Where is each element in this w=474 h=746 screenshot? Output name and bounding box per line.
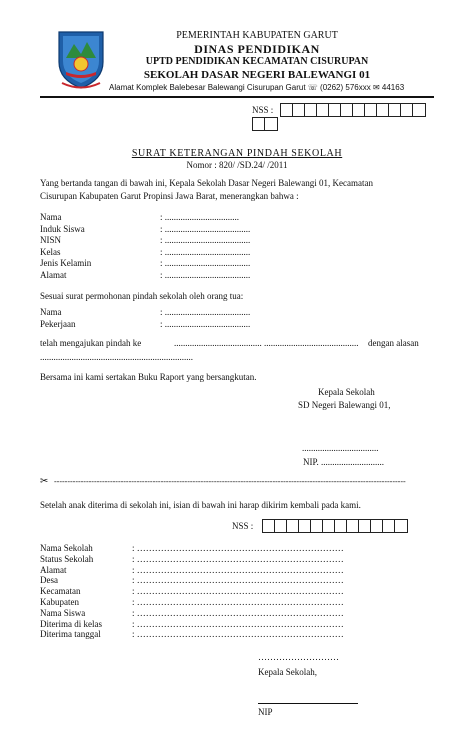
phone-number: (0262) 576xxx: [320, 83, 371, 92]
nss-cell[interactable]: [329, 104, 341, 116]
nss-cell[interactable]: [253, 118, 265, 130]
move-line-b: ....................................... ..........................................: [174, 338, 359, 348]
attach-text: Bersama ini kami sertakan Buku Raport yang bersangkutan.: [40, 372, 257, 382]
return-field-value[interactable]: : ……………………………………………………………: [132, 629, 344, 640]
nss-cell[interactable]: [401, 104, 413, 116]
header-divider: [40, 96, 434, 98]
nss-cell[interactable]: [265, 118, 277, 130]
nss-cell[interactable]: [281, 104, 293, 116]
student-field-label: Alamat: [40, 269, 67, 280]
return-field-value[interactable]: : ……………………………………………………………: [132, 575, 344, 586]
parent-field-label: Nama: [40, 307, 62, 317]
address-text: Alamat Komplek Balebesar Balewangi Cisurupan Garut: [109, 83, 306, 92]
parent-field-value[interactable]: : ......................................: [160, 318, 251, 329]
student-field-label: Jenis Kelamin: [40, 258, 92, 268]
student-field-value[interactable]: : ......................................: [160, 223, 251, 234]
header-address: [109, 83, 404, 92]
nss-cell[interactable]: [395, 520, 407, 532]
move-line-a: telah mengajukan pindah ke: [40, 338, 142, 348]
signature-nip: NIP. ............................: [303, 457, 385, 467]
move-line-2: ....................................................................: [40, 352, 193, 362]
nss-box-top-row-2: [252, 117, 278, 131]
nss-cell[interactable]: [413, 104, 425, 116]
student-field-value[interactable]: : ......................................: [160, 246, 251, 257]
request-text: Sesuai surat permohonan pindah sekolah oleh orang tua:: [40, 291, 244, 301]
student-field-value[interactable]: : ......................................: [160, 235, 251, 245]
nss-box-bottom: [262, 519, 408, 533]
return-field-label: Status Sekolah: [40, 553, 94, 564]
phone-icon: ☏: [307, 83, 318, 92]
move-line-c: dengan alasan: [368, 338, 419, 348]
nss-cell[interactable]: [287, 520, 299, 532]
nss-cell[interactable]: [311, 520, 323, 532]
parent-field-value[interactable]: : ......................................: [160, 307, 251, 317]
student-field-value[interactable]: : ......................................: [160, 258, 251, 268]
nss-label-bottom: NSS :: [232, 521, 254, 531]
student-field-label: Nama: [40, 212, 62, 222]
nss-cell[interactable]: [317, 104, 329, 116]
bottom-sign-nip: NIP: [258, 707, 273, 717]
return-field-value[interactable]: : ……………………………………………………………: [132, 607, 344, 618]
nss-cell[interactable]: [353, 104, 365, 116]
return-field-value[interactable]: : ……………………………………………………………: [132, 553, 344, 564]
nss-cell[interactable]: [293, 104, 305, 116]
scissors-icon: ✂: [40, 476, 49, 487]
return-field-label: Diterima di kelas: [40, 618, 102, 629]
nss-cell[interactable]: [299, 520, 311, 532]
cut-line: ------------------------------------------------------------------------------------------------------------------------------------: [54, 477, 406, 486]
bottom-sign-line: [258, 703, 358, 704]
student-field-value[interactable]: : .................................: [160, 212, 240, 222]
nss-cell[interactable]: [305, 104, 317, 116]
return-field-value[interactable]: : ……………………………………………………………: [132, 564, 344, 575]
mail-icon: ✉: [372, 83, 380, 92]
nss-cell[interactable]: [341, 104, 353, 116]
nss-cell[interactable]: [335, 520, 347, 532]
nss-box-top: [280, 103, 426, 117]
signature-title: Kepala Sekolah: [318, 387, 375, 397]
return-field-label: Kabupaten: [40, 597, 79, 607]
signature-name-dots: ..................................: [302, 443, 379, 453]
return-field-label: Nama Sekolah: [40, 543, 93, 553]
nss-label-top: NSS :: [252, 105, 274, 115]
intro-line-2: Cisurupan Kabupaten Garut Propinsi Jawa Barat, menerangkan bahwa :: [40, 191, 299, 201]
return-field-label: Kecamatan: [40, 586, 81, 597]
nss-cell[interactable]: [365, 104, 377, 116]
nss-cell[interactable]: [371, 520, 383, 532]
header-line-1: PEMERINTAH KABUPATEN GARUT: [176, 30, 338, 41]
header-line-2: DINAS PENDIDIKAN: [194, 42, 320, 56]
return-field-value[interactable]: : ……………………………………………………………: [132, 618, 344, 629]
return-field-label: Nama Siswa: [40, 607, 86, 618]
signature-school: SD Negeri Balewangi 01,: [298, 400, 391, 410]
nss-cell[interactable]: [323, 520, 335, 532]
header-line-4: SEKOLAH DASAR NEGERI BALEWANGI 01: [143, 69, 371, 81]
nss-cell[interactable]: [389, 104, 401, 116]
nss-cell[interactable]: [275, 520, 287, 532]
return-field-label: Diterima tanggal: [40, 629, 101, 640]
return-field-label: Desa: [40, 575, 58, 586]
bottom-sign-title: Kepala Sekolah,: [258, 667, 317, 677]
letter-number: Nomor : 820/ /SD.24/ /2011: [186, 160, 288, 170]
nss-cell[interactable]: [347, 520, 359, 532]
intro-line-1: Yang bertanda tangan di bawah ini, Kepala Sekolah Dasar Negeri Balewangi 01, Kecamatan: [40, 178, 373, 188]
nss-cell[interactable]: [263, 520, 275, 532]
student-field-label: Induk Siswa: [40, 223, 85, 234]
return-text: Setelah anak diterima di sekolah ini, isian di bawah ini harap dikirim kembali pada kami.: [40, 500, 361, 510]
return-field-value[interactable]: : ……………………………………………………………: [132, 586, 344, 597]
nss-cell[interactable]: [383, 520, 395, 532]
nss-cell[interactable]: [359, 520, 371, 532]
student-field-label: Kelas: [40, 246, 61, 257]
nss-cell[interactable]: [377, 104, 389, 116]
postcode: 44163: [381, 83, 405, 92]
parent-field-label: Pekerjaan: [40, 318, 76, 329]
return-field-label: Alamat: [40, 564, 67, 575]
student-field-label: NISN: [40, 235, 62, 245]
return-field-value[interactable]: : ……………………………………………………………: [132, 597, 344, 607]
return-field-value[interactable]: : ……………………………………………………………: [132, 543, 344, 553]
student-field-value[interactable]: : ......................................: [160, 269, 251, 280]
header-line-3: UPTD PENDIDIKAN KECAMATAN CISURUPAN: [145, 56, 369, 67]
letter-title: SURAT KETERANGAN PINDAH SEKOLAH: [131, 148, 343, 159]
bottom-sign-dots: ………………………: [258, 652, 339, 662]
